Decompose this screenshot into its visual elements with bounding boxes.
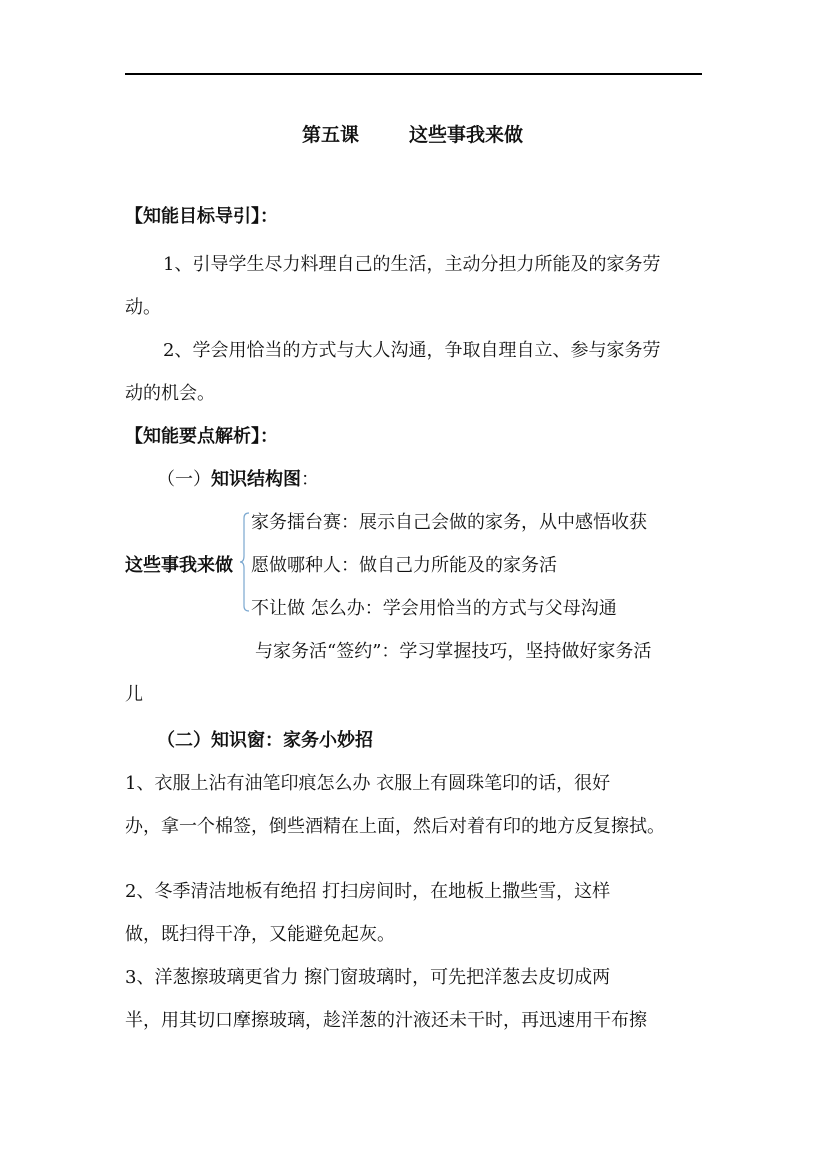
- structure-branch-4-wrap: 儿: [125, 684, 143, 705]
- goal-1-line-2: 动。: [125, 297, 161, 318]
- structure-prefix: （一）: [157, 469, 211, 490]
- tip-2-line-2: 做，既扫得干净，又能避免起灰。: [125, 924, 395, 945]
- lesson-number: 第五课: [302, 124, 360, 146]
- tip-2-line-1: 2、冬季清洁地板有绝招 打扫房间时，在地板上撒些雪，这样: [125, 881, 611, 902]
- structure-heading: [157, 468, 319, 492]
- structure-root: 这些事我来做: [125, 555, 233, 576]
- goal-2-line-2: 动的机会。: [125, 383, 215, 404]
- structure-branch-1: 家务擂台赛：展示自己会做的家务，从中感悟收获: [251, 512, 647, 533]
- structure-branch-4: 与家务活“签约”：学习掌握技巧，坚持做好家务活: [255, 641, 652, 662]
- goal-1-line-1: 1、引导学生尽力料理自己的生活，主动分担力所能及的家务劳: [163, 254, 661, 275]
- tip-3-line-2: 半，用其切口摩擦玻璃，趁洋葱的汁液还未干时，再迅速用干布擦: [125, 1010, 647, 1031]
- structure-brace: [240, 512, 250, 612]
- tip-1-line-1: 1、衣服上沾有油笔印痕怎么办 衣服上有圆珠笔印的话，很好: [125, 773, 611, 794]
- structure-heading-text: 知识结构图: [211, 469, 301, 490]
- structure-branch-2: 愿做哪种人：做自己力所能及的家务活: [251, 555, 557, 576]
- goals-heading: 【知能目标导引】：: [125, 206, 278, 227]
- page-title: 这些事我来做: [409, 124, 524, 146]
- analysis-heading: 【知能要点解析】：: [125, 426, 278, 447]
- tip-1-line-2: 办，拿一个棉签，倒些酒精在上面，然后对着有印的地方反复擦拭。: [125, 816, 665, 837]
- knowledge-window-heading: （二）知识窗：家务小妙招: [157, 730, 373, 751]
- tip-3-line-1: 3、洋葱擦玻璃更省力 擦门窗玻璃时，可先把洋葱去皮切成两: [125, 967, 611, 988]
- structure-suffix: ：: [301, 469, 319, 490]
- structure-branch-3: 不让做 怎么办：学会用恰当的方式与父母沟通: [251, 598, 617, 619]
- goal-2-line-1: 2、学会用恰当的方式与大人沟通，争取自理自立、参与家务劳: [163, 340, 661, 361]
- header-rule: [125, 73, 702, 75]
